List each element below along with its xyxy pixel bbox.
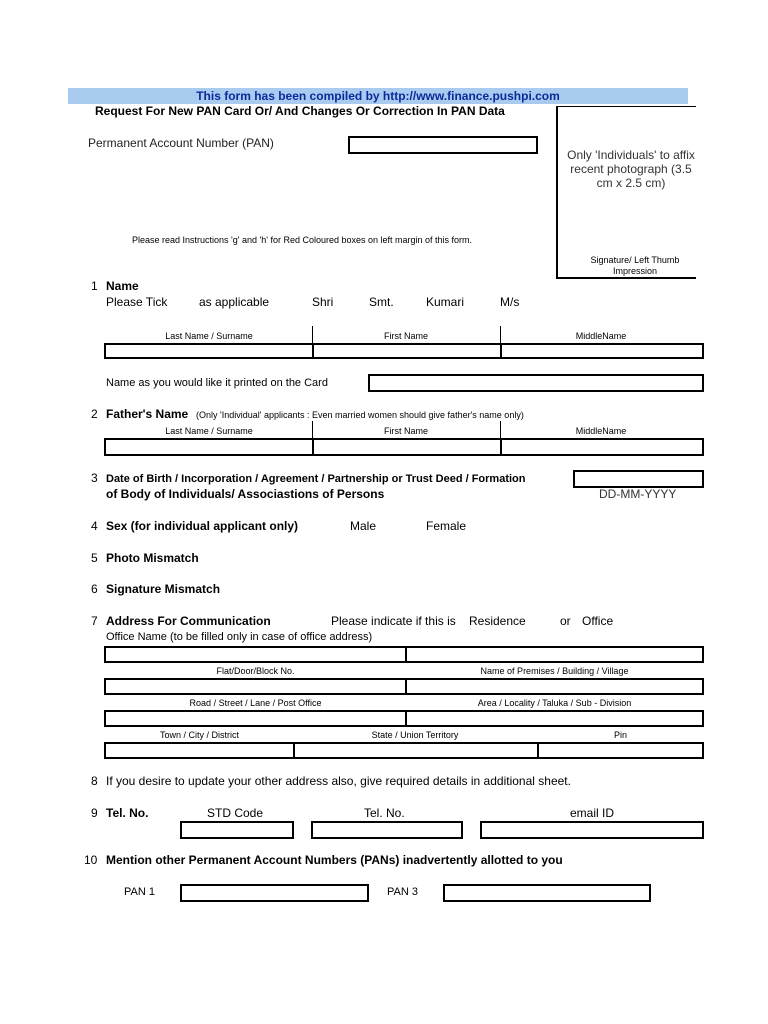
name-input-row[interactable] bbox=[104, 343, 704, 359]
option-residence[interactable]: Residence bbox=[469, 614, 526, 628]
option-kumari[interactable]: Kumari bbox=[426, 295, 465, 309]
section-number-9: 9 bbox=[91, 806, 98, 820]
signature-mismatch-title[interactable]: Signature Mismatch bbox=[106, 582, 221, 596]
pan3-label: PAN 3 bbox=[387, 886, 418, 898]
option-ms[interactable]: M/s bbox=[500, 295, 520, 309]
divider bbox=[537, 742, 539, 759]
flat-premises-input[interactable] bbox=[104, 678, 704, 695]
form-title: Request For New PAN Card Or/ And Changes Or Correction In PAN Data bbox=[95, 104, 505, 118]
section-number-5: 5 bbox=[91, 551, 98, 565]
photo-note: Only 'Individuals' to affix recent photograph (3.5 cm x 2.5 cm) bbox=[567, 148, 695, 190]
fathers-name-input-row[interactable] bbox=[104, 438, 704, 456]
option-shri[interactable]: Shri bbox=[312, 295, 334, 309]
signature-label: Signature/ Left Thumb Impression bbox=[590, 255, 680, 276]
pan1-input[interactable] bbox=[180, 884, 369, 902]
section-number-10: 10 bbox=[84, 853, 98, 867]
as-applicable-label: as applicable bbox=[199, 295, 270, 309]
divider bbox=[312, 326, 313, 344]
flat-label: Flat/Door/Block No. bbox=[216, 666, 295, 676]
please-tick-label: Please Tick bbox=[106, 295, 168, 309]
state-label: State / Union Territory bbox=[371, 730, 459, 740]
divider bbox=[293, 742, 295, 759]
area-label: Area / Locality / Taluka / Sub - Division bbox=[477, 698, 632, 708]
tel-no-label: Tel. No. bbox=[364, 806, 405, 820]
section-number-3: 3 bbox=[91, 471, 98, 485]
pan-input-box[interactable] bbox=[348, 136, 538, 154]
divider bbox=[500, 438, 502, 456]
instruction-text: Please read Instructions 'g' and 'h' for Red Coloured boxes on left margin of this form. bbox=[132, 235, 473, 245]
pan3-input[interactable] bbox=[443, 884, 651, 902]
divider bbox=[405, 678, 407, 695]
divider bbox=[312, 343, 314, 359]
sex-title: Sex (for individual applicant only) bbox=[106, 519, 299, 533]
compiled-by-banner: This form has been compiled by http://www.finance.pushpi.com bbox=[68, 88, 688, 104]
col-last-name: Last Name / Surname bbox=[165, 426, 253, 436]
divider bbox=[405, 646, 407, 663]
photo-box[interactable] bbox=[556, 106, 696, 279]
col-first-name: First Name bbox=[383, 426, 428, 436]
dob-input[interactable] bbox=[573, 470, 704, 488]
divider bbox=[312, 438, 314, 456]
fathers-name-note: (Only 'Individual' applicants : Even married women should give father's name only) bbox=[196, 410, 524, 420]
section-number-4: 4 bbox=[91, 519, 98, 533]
printed-name-label: Name as you would like it printed on the Card bbox=[106, 377, 328, 389]
printed-name-input[interactable] bbox=[368, 374, 704, 392]
std-code-input[interactable] bbox=[180, 821, 294, 839]
town-state-pin-input[interactable] bbox=[104, 742, 704, 759]
email-input[interactable] bbox=[480, 821, 704, 839]
pan1-label: PAN 1 bbox=[124, 886, 155, 898]
section-number-8: 8 bbox=[91, 774, 98, 788]
dob-format: DD-MM-YYYY bbox=[599, 487, 677, 501]
other-address-text: If you desire to update your other address also, give required details in additional sheet. bbox=[106, 774, 571, 788]
divider bbox=[500, 421, 501, 439]
office-name-label: Office Name (to be filled only in case of office address) bbox=[106, 631, 373, 643]
dob-label-line2: of Body of Individuals/ Associastions of Persons bbox=[106, 487, 385, 501]
option-female[interactable]: Female bbox=[426, 519, 467, 533]
col-first-name: First Name bbox=[383, 331, 428, 341]
office-name-input[interactable] bbox=[104, 646, 704, 663]
road-label: Road / Street / Lane / Post Office bbox=[189, 698, 322, 708]
col-middle-name: MiddleName bbox=[575, 331, 627, 341]
divider bbox=[312, 421, 313, 439]
section-number-1: 1 bbox=[91, 279, 98, 293]
divider bbox=[405, 710, 407, 727]
option-office[interactable]: Office bbox=[582, 614, 614, 628]
col-last-name: Last Name / Surname bbox=[165, 331, 253, 341]
name-title: Name bbox=[106, 279, 139, 293]
address-indicate-label: Please indicate if this is bbox=[331, 614, 456, 628]
col-middle-name: MiddleName bbox=[575, 426, 627, 436]
section-number-6: 6 bbox=[91, 582, 98, 596]
or-label: or bbox=[560, 614, 571, 628]
divider bbox=[500, 326, 501, 344]
dob-label-line1: Date of Birth / Incorporation / Agreement / Partnership or Trust Deed / Formation bbox=[106, 473, 526, 485]
address-title: Address For Communication bbox=[106, 614, 271, 628]
tel-title: Tel. No. bbox=[106, 806, 149, 820]
pin-label: Pin bbox=[613, 730, 627, 740]
std-code-label: STD Code bbox=[207, 806, 264, 820]
section-number-7: 7 bbox=[91, 614, 98, 628]
fathers-name-title: Father's Name bbox=[106, 407, 189, 421]
option-male[interactable]: Male bbox=[350, 519, 377, 533]
other-pans-title: Mention other Permanent Account Numbers (PANs) inadvertently allotted to you bbox=[106, 853, 563, 867]
town-label: Town / City / District bbox=[159, 730, 239, 740]
option-smt[interactable]: Smt. bbox=[369, 295, 394, 309]
tel-no-input[interactable] bbox=[311, 821, 463, 839]
email-label: email ID bbox=[570, 806, 615, 820]
pan-label: Permanent Account Number (PAN) bbox=[88, 136, 274, 150]
road-area-input[interactable] bbox=[104, 710, 704, 727]
section-number-2: 2 bbox=[91, 407, 98, 421]
photo-mismatch-title[interactable]: Photo Mismatch bbox=[106, 551, 199, 565]
divider bbox=[500, 343, 502, 359]
premises-label: Name of Premises / Building / Village bbox=[480, 666, 629, 676]
